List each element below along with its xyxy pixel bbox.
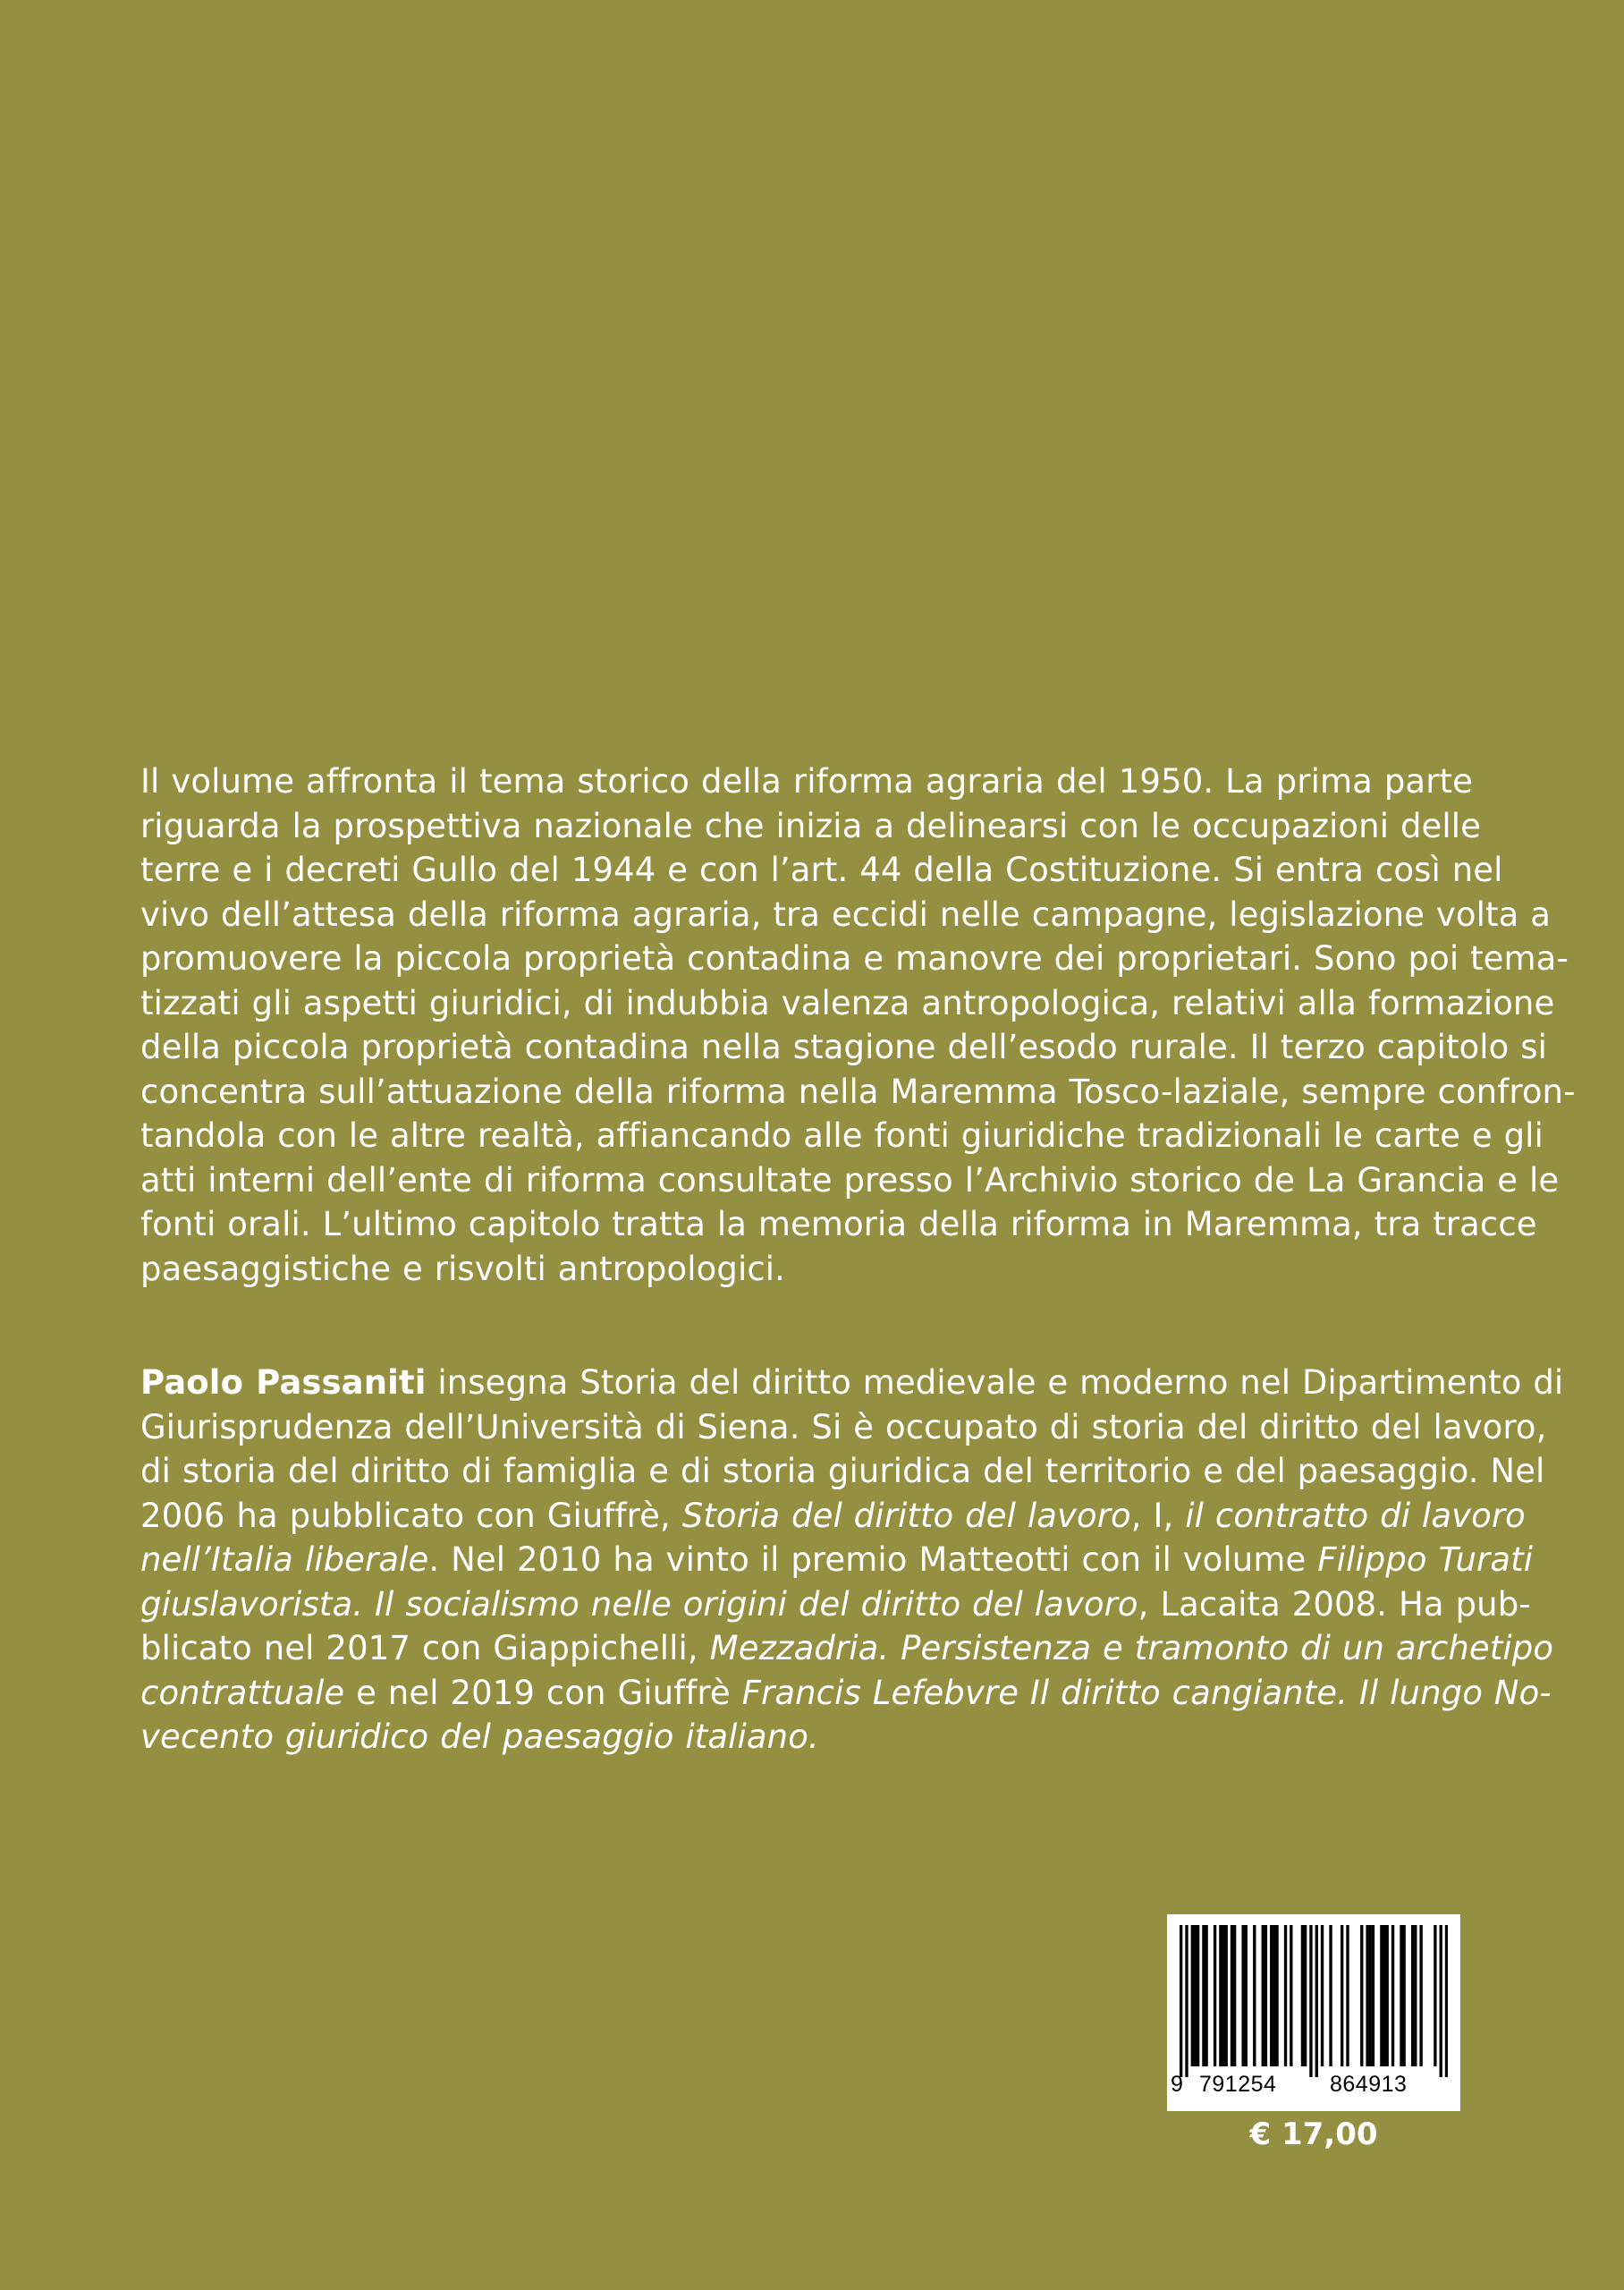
barcode-bar	[1386, 1925, 1389, 2066]
barcode-bar	[1265, 1925, 1267, 2066]
barcode-bar	[1270, 1925, 1273, 2066]
barcode-bar	[1197, 1925, 1199, 2066]
barcode-bar	[1304, 1925, 1307, 2066]
barcode-digit-first: 9	[1171, 2072, 1184, 2097]
barcode-bar	[1380, 1925, 1383, 2066]
barcode-bars	[1180, 1925, 1448, 2077]
barcode-bar	[1225, 1925, 1228, 2066]
barcode-bar	[1284, 1925, 1287, 2066]
blurb-line: riguarda la prospettiva nazionale che inizia a delinearsi con le occupazioni delle	[140, 806, 1482, 845]
blurb-line: concentra sull’attuazione della riforma nella Maremma Tosco-laziale, sempre confron-	[140, 1072, 1576, 1111]
barcode-bar	[1214, 1925, 1216, 2066]
book-blurb	[140, 759, 1576, 1291]
barcode-bar	[1414, 1925, 1417, 2066]
barcode-bar	[1245, 1925, 1248, 2066]
blurb-line: della piccola proprietà contadina nella stagione dell’esodo rurale. Il terzo capitolo si	[140, 1028, 1548, 1066]
barcode-digits-right: 864913	[1330, 2072, 1408, 2097]
blurb-line: paesaggistiche e risvolti antropologici.	[140, 1249, 786, 1288]
blurb-line: tandola con le altre realtà, affiancando alle fonti giuridiche tradizionali le carte e gli	[140, 1116, 1544, 1155]
barcode-bar	[1290, 1925, 1292, 2066]
barcode-bar	[1262, 1925, 1265, 2066]
price-label: € 17,00	[1249, 2116, 1378, 2152]
barcode-bar	[1231, 1925, 1233, 2066]
barcode-digits-left: 791254	[1199, 2072, 1277, 2097]
barcode-bar	[1321, 1925, 1324, 2066]
barcode-bar	[1391, 1925, 1394, 2066]
barcode-bar	[1191, 1925, 1194, 2066]
isbn-barcode	[1167, 1914, 1460, 2111]
barcode-bar	[1411, 1925, 1414, 2066]
barcode-bar	[1419, 1925, 1422, 2066]
barcode-bar	[1309, 1925, 1312, 2077]
barcode-bar	[1329, 1925, 1332, 2066]
barcode-bar	[1402, 1925, 1405, 2066]
barcode-bar	[1434, 1925, 1436, 2066]
barcode-bar	[1366, 1925, 1368, 2066]
barcode-bar	[1241, 1925, 1244, 2066]
blurb-line: atti interni dell’ente di riforma consultate presso l’Archivio storico de La Grancia e le	[140, 1160, 1560, 1200]
barcode-bar	[1369, 1925, 1372, 2066]
blurb-line: vivo dell’attesa della riforma agraria, tra eccidi nelle campagne, legislazione volta a	[140, 895, 1552, 934]
barcode-bar	[1360, 1925, 1363, 2066]
blurb-line: fonti orali. L’ultimo capitolo tratta la memoria della riforma in Maremma, tra tracce	[140, 1205, 1537, 1243]
barcode-bar	[1185, 1925, 1188, 2077]
barcode-bar	[1233, 1925, 1236, 2066]
barcode-bar	[1219, 1925, 1222, 2066]
barcode-bar	[1205, 1925, 1207, 2066]
author-name: Paolo Passaniti	[140, 1363, 427, 1402]
barcode-bar	[1301, 1925, 1304, 2066]
blurb-line: tizzati gli aspetti giuridici, di indubbia valenza antropologica, relativi alla formazione	[140, 983, 1555, 1022]
barcode-bar	[1346, 1925, 1349, 2066]
barcode-bar	[1253, 1925, 1256, 2066]
barcode-bar	[1273, 1925, 1275, 2066]
barcode-bar	[1400, 1925, 1402, 2066]
barcode-bar	[1445, 1925, 1448, 2077]
barcode-bar	[1440, 1925, 1442, 2077]
blurb-line: Il volume affronta il tema storico della riforma agraria del 1950. La prima parte	[140, 762, 1473, 801]
barcode-bar	[1383, 1925, 1385, 2066]
barcode-bar	[1202, 1925, 1205, 2066]
barcode-bar	[1315, 1925, 1318, 2077]
barcode-bar	[1341, 1925, 1343, 2066]
barcode-bar	[1275, 1925, 1278, 2066]
barcode-bar	[1222, 1925, 1224, 2066]
barcode-bar	[1372, 1925, 1374, 2066]
barcode-bar	[1180, 1925, 1182, 2077]
blurb-line: terre e i decreti Gullo del 1944 e con l’art. 44 della Costituzione. Si entra così nel	[140, 851, 1503, 889]
author-bio: Paolo Passaniti insegna Storia del diritto medievale e moderno nel Dipartimento di Giurisprudenza dell’Università di Siena. Si è occupato di storia del diritto del lavoro, di storia del diritto di famiglia e di storia giuridica del territorio e del paesaggio. Nel 2006 ha pubblicato con Giuffrè, Storia del diritto del lavoro, I, il contratto di lavoro nell’Italia liberale. Nel 2010 ha vinto il premio Matteotti con il volume Filippo Turati giuslavorista. Il socialismo nelle origini del diritto del lavoro, Lacaita 2008. Ha pub- blicato nel 2017 con Giappichelli, Mezzadria. Persistenza e tramonto di un archetipo contrattuale e nel 2019 con Giuffrè Francis Lefebvre Il diritto cangiante. Il lungo No- vecento giuridico del paesaggio italiano.	[140, 1363, 1564, 1756]
barcode-bar	[1194, 1925, 1197, 2066]
blurb-line: promuovere la piccola proprietà contadina e manovre dei proprietari. Sono poi tema-	[140, 939, 1569, 978]
